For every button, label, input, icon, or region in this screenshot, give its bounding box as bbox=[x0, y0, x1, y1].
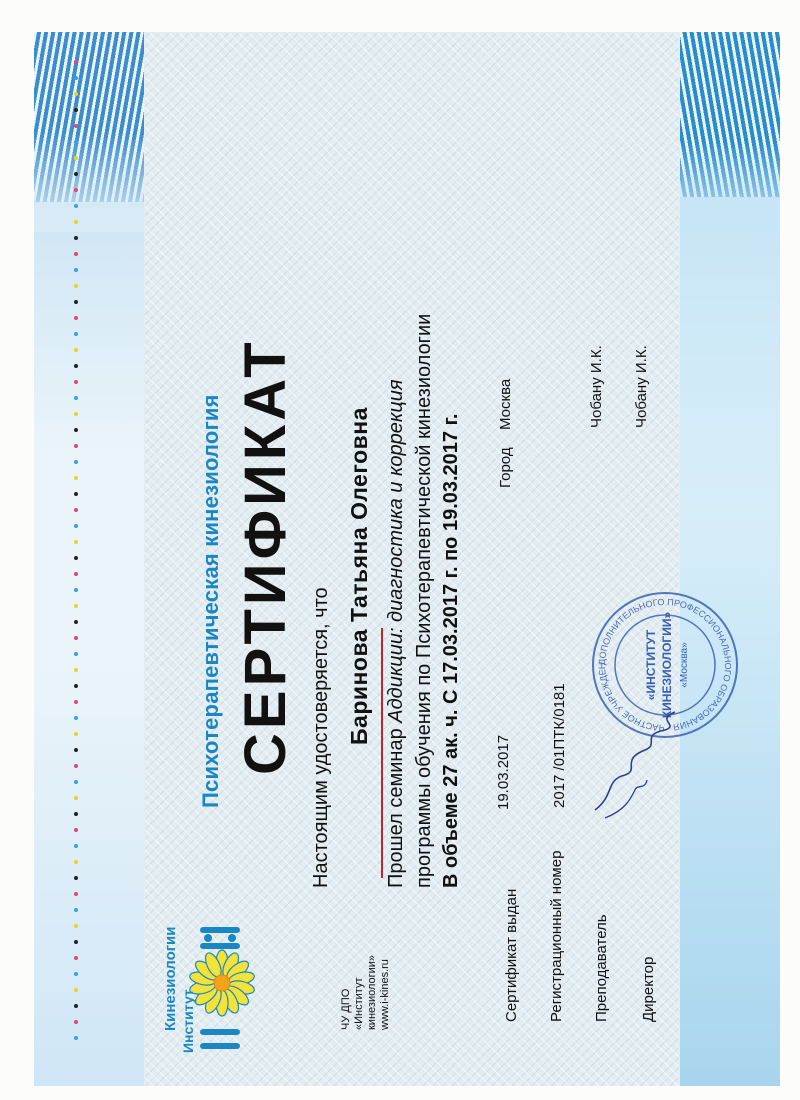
decorative-dot bbox=[74, 124, 78, 128]
dot-column bbox=[74, 60, 84, 1060]
decorative-dot bbox=[74, 252, 78, 256]
director-label: Директор bbox=[640, 956, 657, 1022]
decorative-dot bbox=[74, 524, 78, 528]
decorative-dot bbox=[74, 700, 78, 704]
decorative-dot bbox=[74, 668, 78, 672]
director-value: Чобану И.К. bbox=[633, 345, 650, 428]
decorative-dot bbox=[74, 108, 78, 112]
decorative-dot bbox=[74, 972, 78, 976]
decorative-dot bbox=[74, 188, 78, 192]
decorative-dot bbox=[74, 492, 78, 496]
seminar-prefix: Прошел семинар bbox=[385, 722, 407, 888]
decorative-dot bbox=[74, 908, 78, 912]
decorative-dot bbox=[74, 396, 78, 400]
institute-logo bbox=[162, 925, 270, 1065]
decorative-dot bbox=[74, 1036, 78, 1040]
decorative-dot bbox=[74, 876, 78, 880]
decorative-dot bbox=[74, 732, 78, 736]
decorative-dot bbox=[74, 316, 78, 320]
decorative-dot bbox=[74, 828, 78, 832]
decorative-dot bbox=[74, 284, 78, 288]
decorative-dot bbox=[74, 300, 78, 304]
decorative-dot bbox=[74, 1020, 78, 1024]
decorative-dot bbox=[74, 620, 78, 624]
decorative-dot bbox=[74, 444, 78, 448]
decorative-dot bbox=[74, 988, 78, 992]
decorative-dot bbox=[74, 572, 78, 576]
svg-text:КИНЕЗИОЛОГИИ»: КИНЕЗИОЛОГИИ» bbox=[660, 611, 674, 719]
handwritten-signature bbox=[585, 700, 695, 830]
decorative-dot bbox=[74, 812, 78, 816]
logo-org-line-4: www.i-kines.ru bbox=[379, 959, 391, 1030]
reg-number-label: Регистрационный номер bbox=[548, 850, 565, 1022]
decorative-dot bbox=[74, 652, 78, 656]
logo-arc-left: Институт bbox=[180, 989, 196, 1053]
decorative-dot bbox=[74, 764, 78, 768]
decorative-dot bbox=[74, 604, 78, 608]
decorative-dot bbox=[74, 460, 78, 464]
decorative-dot bbox=[74, 940, 78, 944]
svg-text:«Москва»: «Москва» bbox=[679, 642, 690, 688]
decorative-dot bbox=[74, 236, 78, 240]
decorative-dot bbox=[74, 508, 78, 512]
certificate-title: СЕРТИФИКАТ bbox=[233, 338, 298, 775]
decorative-dot bbox=[74, 956, 78, 960]
decorative-dot bbox=[74, 844, 78, 848]
seminar-line bbox=[385, 379, 408, 888]
decorative-dot bbox=[74, 428, 78, 432]
logo-org-line-2: «Институт bbox=[353, 977, 365, 1030]
teacher-label: Преподаватель bbox=[593, 914, 610, 1022]
decorative-dot bbox=[74, 780, 78, 784]
decorative-dot bbox=[74, 924, 78, 928]
decorative-dot bbox=[74, 796, 78, 800]
decorative-dot bbox=[74, 76, 78, 80]
decorative-dot bbox=[74, 60, 78, 64]
red-accent-rule bbox=[381, 628, 383, 878]
decorative-dot bbox=[74, 156, 78, 160]
decorative-dot bbox=[74, 172, 78, 176]
decorative-dot bbox=[74, 220, 78, 224]
decorative-dot bbox=[74, 1004, 78, 1008]
decorative-dot bbox=[74, 348, 78, 352]
figures-icon bbox=[200, 927, 240, 949]
decorative-dot bbox=[74, 140, 78, 144]
decorative-dot bbox=[74, 556, 78, 560]
decorative-dot bbox=[74, 860, 78, 864]
city-value: Москва bbox=[497, 378, 514, 430]
logo-arc-top: Кинезиологии bbox=[162, 926, 179, 1031]
logo-org-line-1: ЧУ ДПО bbox=[340, 988, 352, 1030]
reg-number-value: 2017 /01ПТК/0181 bbox=[551, 683, 568, 808]
decorative-dot bbox=[74, 380, 78, 384]
decorative-dot bbox=[74, 636, 78, 640]
teacher-value: Чобану И.К. bbox=[588, 345, 605, 428]
svg-text:ДОПОЛНИТЕЛЬНОГО ПРОФЕССИОНАЛЬН: ДОПОЛНИТЕЛЬНОГО ПРОФЕССИОНАЛЬНОГО ОБРАЗОВАНИЯ · ЧАСТНОЕ УЧРЕЖДЕН bbox=[596, 596, 734, 734]
decorative-dot bbox=[74, 268, 78, 272]
intro-line: Настоящим удостоверяется, что bbox=[310, 587, 332, 888]
program-line: программы обучения по Психотерапевтической кинезиологии bbox=[413, 313, 435, 888]
decorative-dot bbox=[74, 92, 78, 96]
decorative-dot bbox=[74, 684, 78, 688]
svg-text:«ИНСТИТУТ: «ИНСТИТУТ bbox=[644, 629, 658, 701]
decorative-dot bbox=[74, 412, 78, 416]
city-label: Город bbox=[497, 447, 514, 488]
decorative-dot bbox=[74, 540, 78, 544]
figures-bottom-icon bbox=[200, 1029, 240, 1049]
organization-title: Психотерапевтическая кинезиология bbox=[198, 394, 223, 808]
volume-line: В объеме 27 ак. ч. С 17.03.2017 г. по 19.03.2017 г. bbox=[440, 413, 462, 888]
decorative-dot bbox=[74, 364, 78, 368]
decorative-dot bbox=[74, 588, 78, 592]
logo-org-line-3: кинезиологии» bbox=[366, 954, 378, 1030]
seminar-topic: Аддикции: диагностика и коррекция bbox=[385, 379, 407, 723]
issued-date: 19.03.2017 bbox=[495, 734, 512, 810]
decorative-dot bbox=[74, 332, 78, 336]
decorative-dot bbox=[74, 476, 78, 480]
recipient-name: Баринова Татьяна Олеговна bbox=[346, 407, 372, 745]
decorative-dot bbox=[74, 716, 78, 720]
decorative-dot bbox=[74, 204, 78, 208]
issued-label: Сертификат выдан bbox=[503, 888, 520, 1022]
decorative-dot bbox=[74, 748, 78, 752]
decorative-dot bbox=[74, 892, 78, 896]
